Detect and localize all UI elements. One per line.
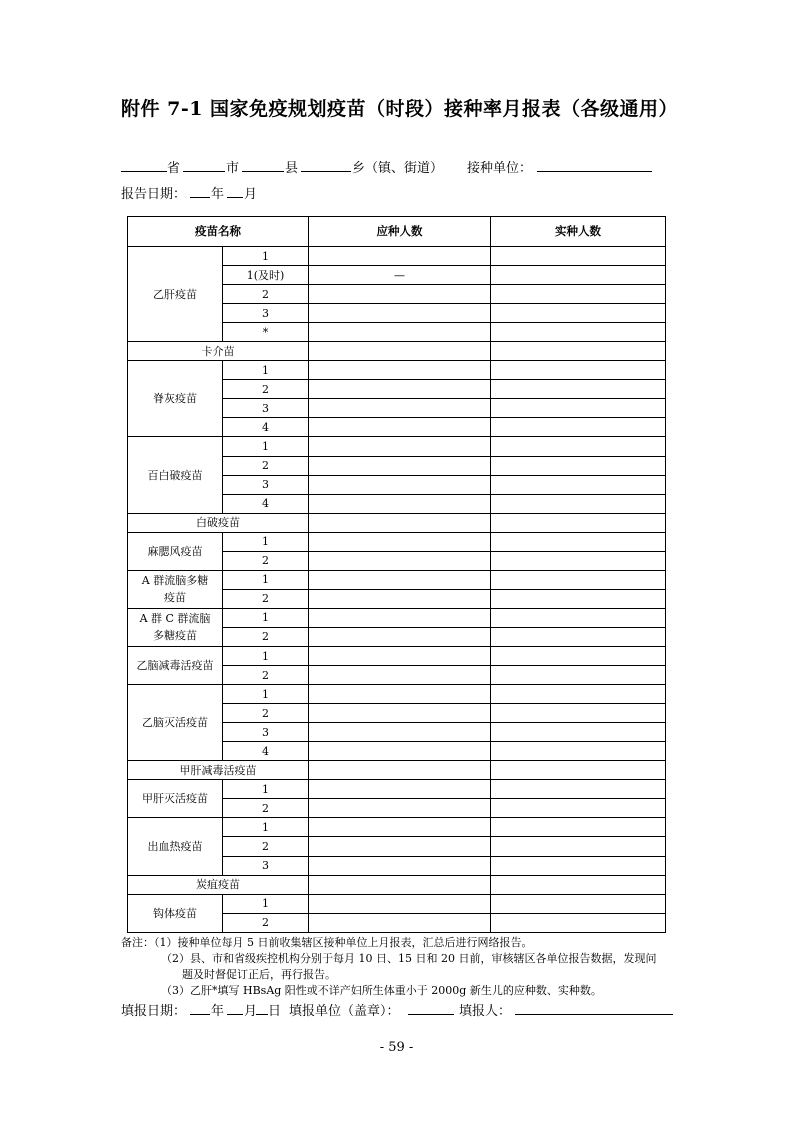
due-count-cell[interactable] bbox=[309, 551, 491, 570]
province-label: 省 bbox=[167, 161, 181, 176]
table-row bbox=[128, 646, 666, 665]
report-date-label: 报告日期： bbox=[121, 187, 187, 202]
vaccine-name-cell: 乙肝疫苗 bbox=[128, 247, 223, 342]
due-count-cell[interactable] bbox=[309, 894, 491, 913]
due-count-cell[interactable] bbox=[309, 742, 491, 761]
dose-cell: 1 bbox=[223, 608, 309, 627]
dose-cell: 2 bbox=[223, 666, 309, 685]
table-row bbox=[128, 894, 666, 913]
vaccine-name-cell: 卡介苗 bbox=[128, 342, 309, 361]
due-count-cell[interactable] bbox=[309, 589, 491, 608]
vaccine-name-cell: 乙脑灭活疫苗 bbox=[128, 685, 223, 761]
dose-cell: 1 bbox=[223, 818, 309, 837]
report-year-label: 年 bbox=[211, 187, 225, 202]
fill-month-label: 月 bbox=[244, 1004, 258, 1019]
table-body bbox=[128, 247, 666, 933]
due-count-cell[interactable] bbox=[309, 380, 491, 399]
actual-count-cell[interactable] bbox=[491, 780, 666, 799]
table-row bbox=[128, 342, 666, 361]
vaccine-name-line: A 群流脑多糖 bbox=[141, 574, 209, 588]
page-number: - 59 - bbox=[379, 1040, 414, 1055]
vaccine-name-cell: 甲肝灭活疫苗 bbox=[128, 780, 223, 818]
fill-person-blank[interactable] bbox=[515, 1014, 673, 1015]
table-row bbox=[128, 570, 666, 589]
due-count-cell[interactable] bbox=[309, 646, 491, 665]
actual-count-cell[interactable] bbox=[491, 570, 666, 589]
dose-cell: 1 bbox=[223, 532, 309, 551]
table-row bbox=[128, 685, 666, 704]
actual-count-cell[interactable] bbox=[491, 856, 666, 875]
due-count-cell[interactable] bbox=[309, 247, 491, 266]
dose-cell: 2 bbox=[223, 837, 309, 856]
vaccine-name-cell: 百白破疫苗 bbox=[128, 437, 223, 513]
actual-count-cell[interactable] bbox=[491, 799, 666, 818]
note-1: 备注：（1）接种单位每月 5 日前收集辖区接种单位上月报表，汇总后进行网络报告。 bbox=[121, 936, 533, 949]
dose-cell: 3 bbox=[223, 399, 309, 418]
actual-count-cell[interactable] bbox=[491, 894, 666, 913]
table-row bbox=[128, 780, 666, 799]
actual-count-cell[interactable] bbox=[491, 627, 666, 646]
fill-unit-blank[interactable] bbox=[408, 1014, 454, 1015]
actual-count-cell[interactable] bbox=[491, 323, 666, 342]
due-count-cell[interactable] bbox=[309, 323, 491, 342]
dose-cell: 4 bbox=[223, 418, 309, 437]
due-count-cell[interactable] bbox=[309, 875, 491, 894]
header-vaccine-name: 疫苗名称 bbox=[128, 217, 309, 247]
actual-count-cell[interactable] bbox=[491, 913, 666, 932]
county-blank[interactable] bbox=[242, 171, 284, 172]
vaccine-name-cell: 出血热疫苗 bbox=[128, 818, 223, 875]
dose-cell: 1 bbox=[223, 570, 309, 589]
dose-cell: 2 bbox=[223, 913, 309, 932]
due-count-cell[interactable] bbox=[309, 570, 491, 589]
county-label: 县 bbox=[285, 161, 299, 176]
actual-count-cell[interactable] bbox=[491, 666, 666, 685]
dose-cell: 4 bbox=[223, 494, 309, 513]
actual-count-cell[interactable] bbox=[491, 285, 666, 304]
due-count-cell[interactable] bbox=[309, 666, 491, 685]
table-row bbox=[128, 361, 666, 380]
actual-count-cell[interactable] bbox=[491, 380, 666, 399]
dose-cell: 1 bbox=[223, 685, 309, 704]
header-actual-count: 实种人数 bbox=[491, 217, 666, 247]
table-header-row bbox=[128, 217, 666, 247]
due-count-cell[interactable] bbox=[309, 475, 491, 494]
vaccine-name-line: 疫苗 bbox=[164, 591, 186, 605]
dose-cell: 1 bbox=[223, 437, 309, 456]
township-label: 乡（镇、街道） bbox=[352, 161, 444, 176]
city-blank[interactable] bbox=[183, 171, 225, 172]
due-count-cell[interactable] bbox=[309, 513, 491, 532]
province-blank[interactable] bbox=[121, 171, 167, 172]
table-row bbox=[128, 818, 666, 837]
vaccine-name-cell: 乙脑减毒活疫苗 bbox=[128, 646, 223, 684]
vaccine-name-line: A 群 C 群流脑 bbox=[139, 612, 211, 626]
dose-cell: 2 bbox=[223, 704, 309, 723]
actual-count-cell[interactable] bbox=[491, 342, 666, 361]
fill-month-blank[interactable] bbox=[227, 1014, 243, 1015]
dose-cell: 1 bbox=[223, 894, 309, 913]
actual-count-cell[interactable] bbox=[491, 247, 666, 266]
vaccine-name-cell: 白破疫苗 bbox=[128, 513, 309, 532]
due-count-cell[interactable] bbox=[309, 837, 491, 856]
due-count-cell[interactable] bbox=[309, 856, 491, 875]
dose-cell: 2 bbox=[223, 285, 309, 304]
actual-count-cell[interactable] bbox=[491, 685, 666, 704]
due-count-cell[interactable] bbox=[309, 608, 491, 627]
actual-count-cell[interactable] bbox=[491, 266, 666, 285]
fill-day-label: 日 bbox=[268, 1004, 282, 1019]
note-2: （2）县、市和省级疾控机构分别于每月 10 日、15 日和 20 日前，审核辖区各单位报告数据，发现问 bbox=[161, 952, 657, 965]
fill-year-label: 年 bbox=[211, 1004, 225, 1019]
due-count-cell[interactable] bbox=[309, 818, 491, 837]
dose-cell: 1 bbox=[223, 247, 309, 266]
vaccine-name-cell: 炭疽疫苗 bbox=[128, 875, 309, 894]
table-row bbox=[128, 437, 666, 456]
actual-count-cell[interactable] bbox=[491, 875, 666, 894]
report-year-blank[interactable] bbox=[190, 197, 210, 198]
actual-count-cell[interactable] bbox=[491, 818, 666, 837]
due-count-cell[interactable] bbox=[309, 913, 491, 932]
dose-cell: 1 bbox=[223, 646, 309, 665]
vaccine-name-cell bbox=[128, 608, 223, 646]
dose-cell: 1 bbox=[223, 361, 309, 380]
dose-cell: 3 bbox=[223, 304, 309, 323]
actual-count-cell[interactable] bbox=[491, 532, 666, 551]
dose-cell: 3 bbox=[223, 475, 309, 494]
due-count-cell[interactable] bbox=[309, 456, 491, 475]
table-row bbox=[128, 875, 666, 894]
report-month-blank[interactable] bbox=[227, 197, 243, 198]
report-month-label: 月 bbox=[244, 187, 258, 202]
unit-blank[interactable] bbox=[537, 171, 652, 172]
fill-day-blank[interactable] bbox=[256, 1014, 268, 1015]
actual-count-cell[interactable] bbox=[491, 304, 666, 323]
due-count-cell[interactable] bbox=[309, 304, 491, 323]
dose-cell: 2 bbox=[223, 627, 309, 646]
dose-cell: 3 bbox=[223, 856, 309, 875]
due-count-cell[interactable] bbox=[309, 437, 491, 456]
dose-cell: 2 bbox=[223, 456, 309, 475]
dose-cell: 1 bbox=[223, 780, 309, 799]
due-count-cell[interactable] bbox=[309, 285, 491, 304]
actual-count-cell[interactable] bbox=[491, 742, 666, 761]
actual-count-cell[interactable] bbox=[491, 475, 666, 494]
due-count-cell[interactable] bbox=[309, 627, 491, 646]
actual-count-cell[interactable] bbox=[491, 361, 666, 380]
note-2-cont: 题及时督促订正后，再行报告。 bbox=[182, 968, 336, 981]
fill-year-blank[interactable] bbox=[190, 1014, 210, 1015]
table-row bbox=[128, 247, 666, 266]
actual-count-cell[interactable] bbox=[491, 551, 666, 570]
dose-cell: 2 bbox=[223, 551, 309, 570]
vaccination-table bbox=[127, 216, 666, 933]
actual-count-cell[interactable] bbox=[491, 837, 666, 856]
vaccine-name-cell: 脊灰疫苗 bbox=[128, 361, 223, 437]
dose-cell: 2 bbox=[223, 799, 309, 818]
note-3: （3）乙肝*填写 HBsAg 阳性或不详产妇所生体重小于 2000g 新生儿的应种数、实种数。 bbox=[161, 984, 602, 997]
header-due-count: 应种人数 bbox=[309, 217, 491, 247]
due-count-cell[interactable] bbox=[309, 342, 491, 361]
due-count-cell[interactable] bbox=[309, 761, 491, 780]
dose-cell: 4 bbox=[223, 742, 309, 761]
due-count-cell[interactable] bbox=[309, 418, 491, 437]
vaccine-name-cell bbox=[128, 570, 223, 608]
dose-cell: 2 bbox=[223, 380, 309, 399]
due-count-cell[interactable] bbox=[309, 780, 491, 799]
fill-date-label: 填报日期： bbox=[121, 1004, 187, 1019]
due-count-cell[interactable] bbox=[309, 723, 491, 742]
actual-count-cell[interactable] bbox=[491, 513, 666, 532]
township-blank[interactable] bbox=[301, 171, 351, 172]
page-title: 附件 7-1 国家免疫规划疫苗（时段）接种率月报表（各级通用） bbox=[121, 98, 679, 120]
fill-person-label: 填报人： bbox=[459, 1004, 512, 1019]
due-count-cell[interactable] bbox=[309, 704, 491, 723]
unit-label: 接种单位： bbox=[467, 161, 533, 176]
actual-count-cell[interactable] bbox=[491, 589, 666, 608]
due-count-cell[interactable] bbox=[309, 399, 491, 418]
due-count-cell[interactable] bbox=[309, 685, 491, 704]
due-count-cell[interactable]: — bbox=[309, 266, 491, 285]
dose-cell: 2 bbox=[223, 589, 309, 608]
dose-cell: * bbox=[223, 323, 309, 342]
vaccine-name-cell: 麻腮风疫苗 bbox=[128, 532, 223, 570]
table-row bbox=[128, 513, 666, 532]
actual-count-cell[interactable] bbox=[491, 418, 666, 437]
actual-count-cell[interactable] bbox=[491, 494, 666, 513]
fill-unit-label: 填报单位（盖章）： bbox=[289, 1004, 400, 1019]
actual-count-cell[interactable] bbox=[491, 704, 666, 723]
dose-cell: 1(及时) bbox=[223, 266, 309, 285]
due-count-cell[interactable] bbox=[309, 361, 491, 380]
actual-count-cell[interactable] bbox=[491, 437, 666, 456]
due-count-cell[interactable] bbox=[309, 494, 491, 513]
actual-count-cell[interactable] bbox=[491, 399, 666, 418]
table-row bbox=[128, 608, 666, 627]
vaccine-name-cell: 甲肝减毒活疫苗 bbox=[128, 761, 309, 780]
actual-count-cell[interactable] bbox=[491, 646, 666, 665]
due-count-cell[interactable] bbox=[309, 799, 491, 818]
due-count-cell[interactable] bbox=[309, 532, 491, 551]
city-label: 市 bbox=[226, 161, 240, 176]
actual-count-cell[interactable] bbox=[491, 456, 666, 475]
dose-cell: 3 bbox=[223, 723, 309, 742]
table-row bbox=[128, 532, 666, 551]
actual-count-cell[interactable] bbox=[491, 608, 666, 627]
vaccine-name-cell: 钩体疫苗 bbox=[128, 894, 223, 932]
table-row bbox=[128, 761, 666, 780]
actual-count-cell[interactable] bbox=[491, 761, 666, 780]
actual-count-cell[interactable] bbox=[491, 723, 666, 742]
vaccine-name-line: 多糖疫苗 bbox=[153, 629, 197, 643]
